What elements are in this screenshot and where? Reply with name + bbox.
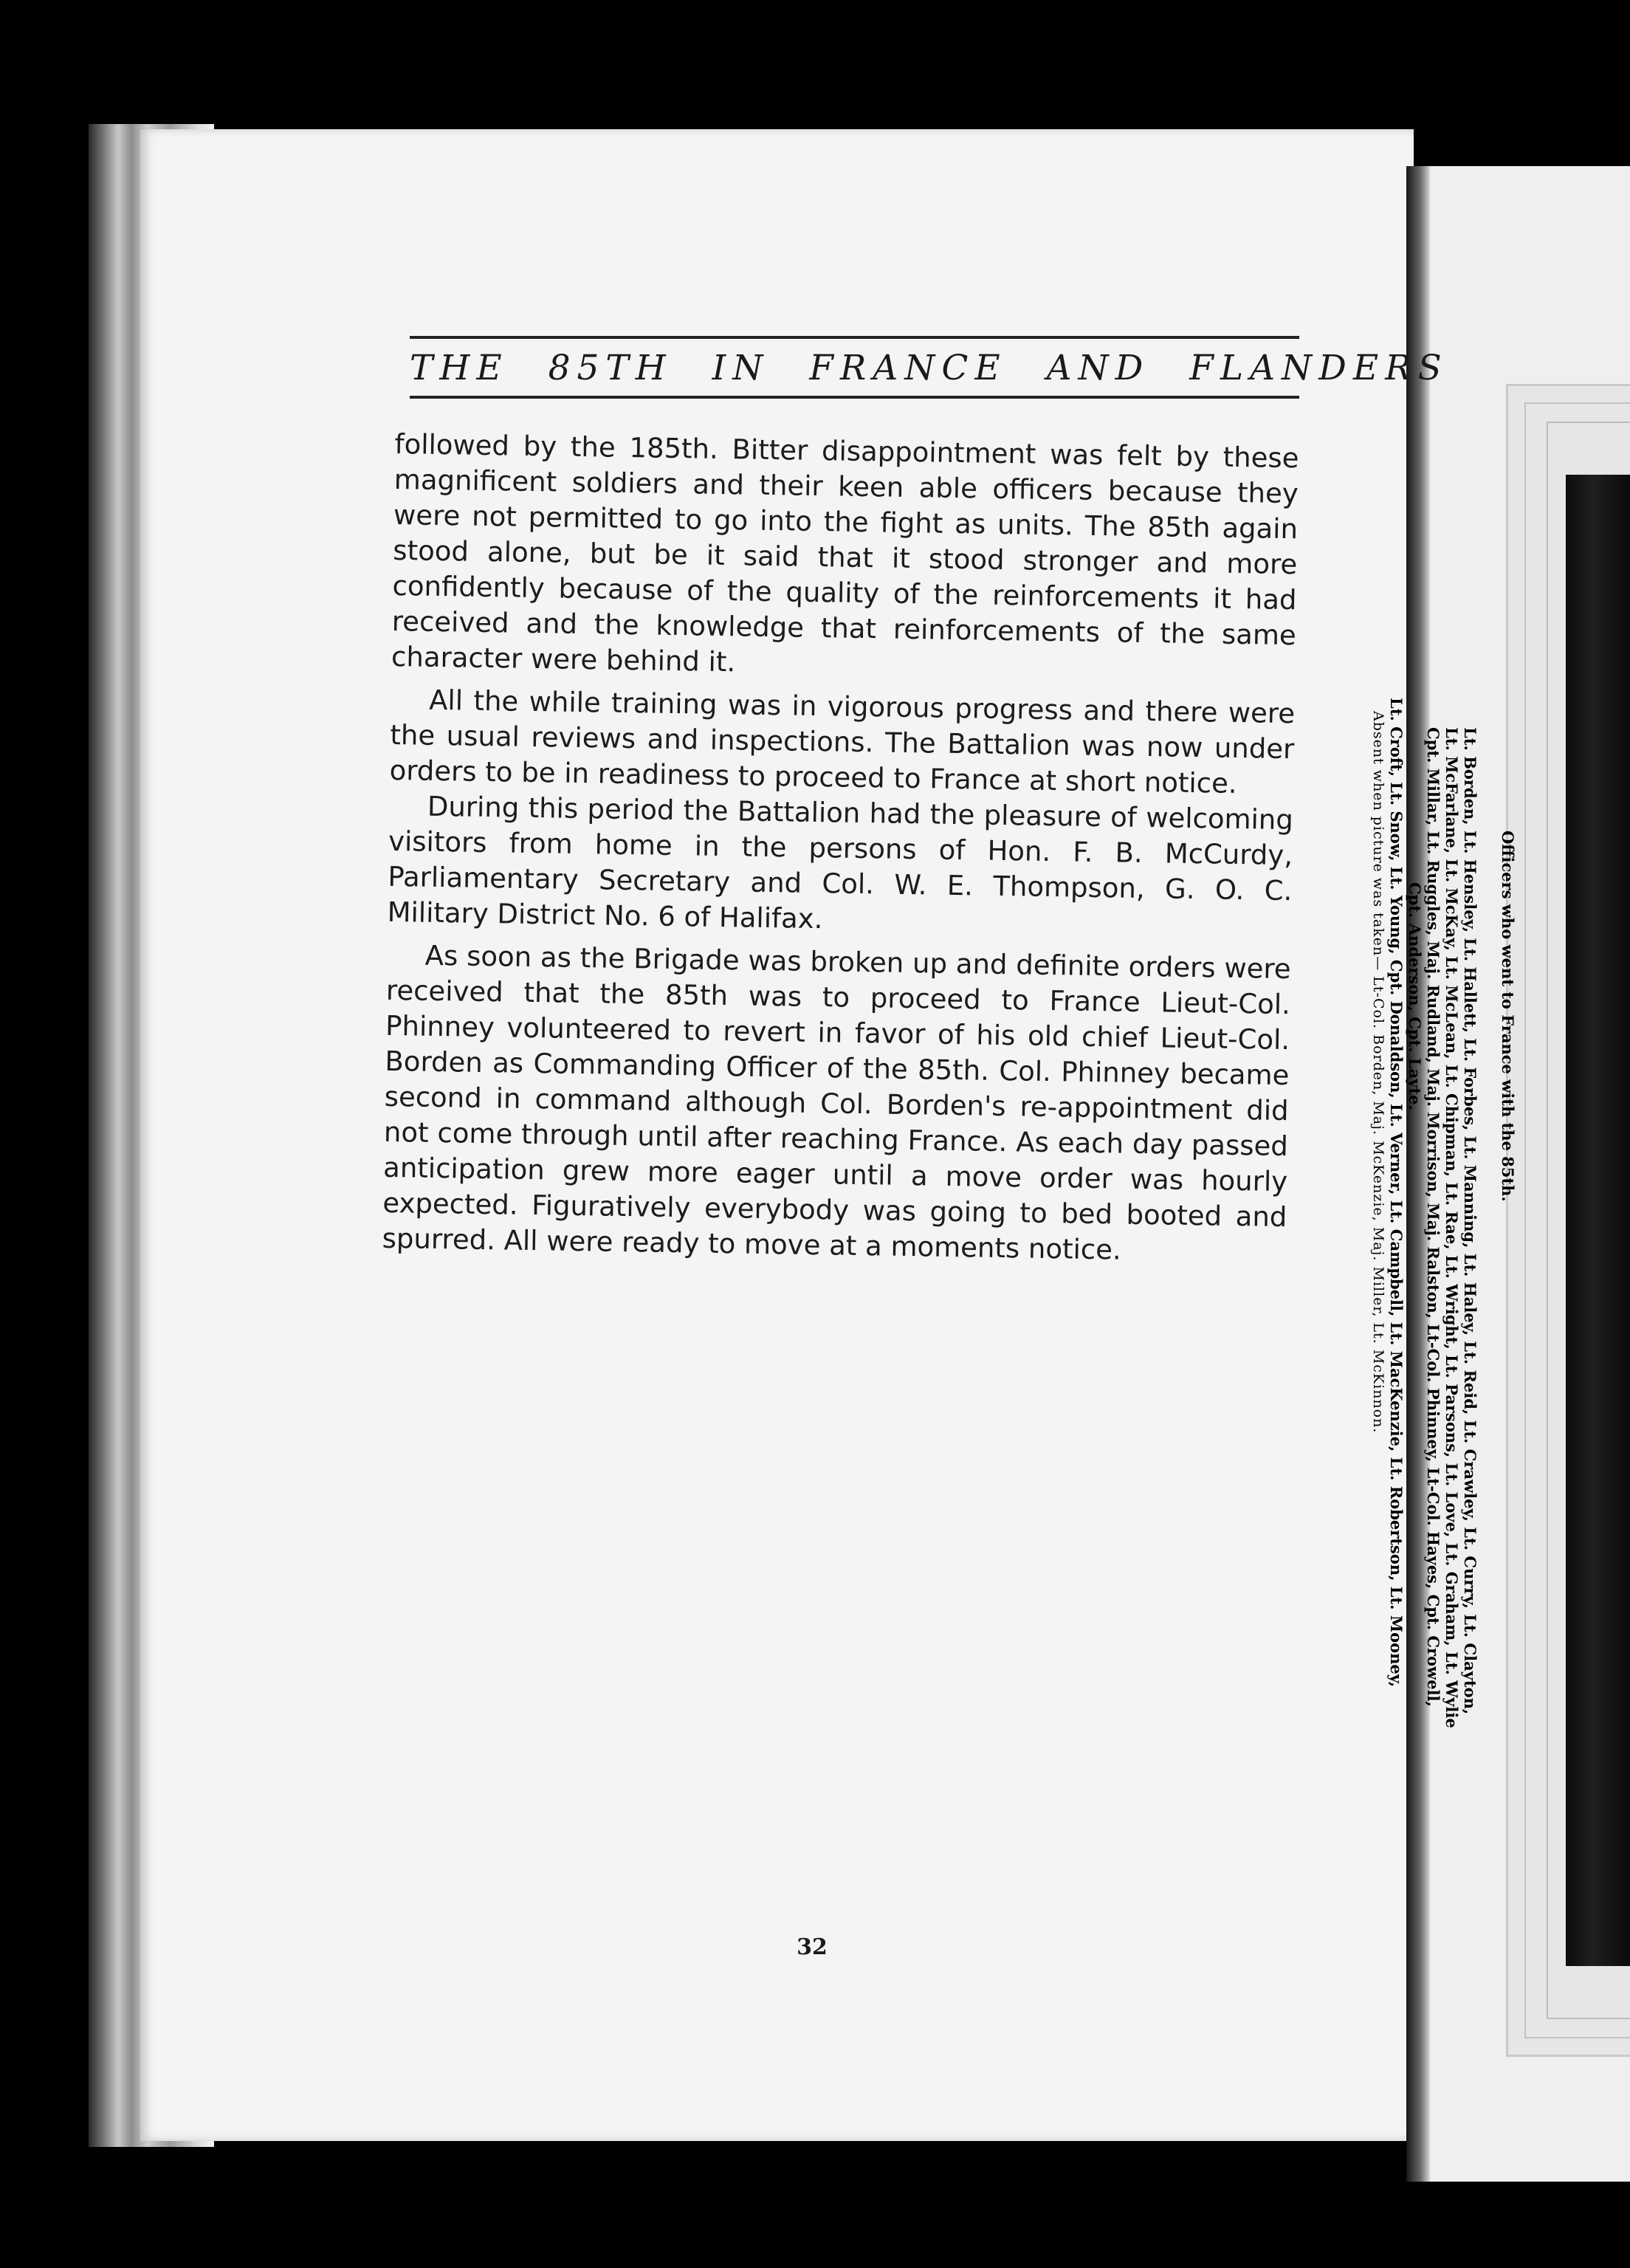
- running-title: THE 85TH IN FRANCE AND FLANDERS: [410, 348, 1448, 388]
- paragraph: All the while training was in vigorous progress and there were the usual reviews and inspections. The Battalion was now under orders to be in readiness to proceed to France at short notice.: [389, 684, 1296, 800]
- paragraph: During this period the Battalion had the pleasure of welcoming visitors from home in the persons of Hon. F. B. McCurdy, Parliamentary Secretary and Col. W. E. Thompson, G. O. C. Military District No. 6 of Halifax.: [387, 790, 1294, 935]
- caption-line: Lt. McFarlane, Lt. McKay, Lt. McLean, Lt. Chipman, Lt. Rae, Lt. Wright, Lt. Parsons, Lt. Love, Lt. Graham, Lt. Wylie: [1442, 727, 1461, 1728]
- running-header: [410, 336, 1448, 399]
- body-text: [382, 427, 1299, 1271]
- caption-note: Absent when picture was taken— Lt-Col. Borden, Maj. McKenzie, Maj. Miller, Lt. McKinnon.: [1370, 711, 1386, 1434]
- photo-caption: [1340, 698, 1517, 1728]
- paragraph: followed by the 185th. Bitter disappointment was felt by these magnificent soldiers and their keen able officers because they were not permitted to go into the fight as units. The 85th again stood alone, but be it said that it stood stronger and more confidently because of the quality of the reinforcements it had received and the knowledge that reinforcements of the same character were behind it.: [391, 427, 1299, 678]
- caption-line: Cpt. Millar, Lt. Ruggles, Maj. Rudland, Maj. Morrison, Maj. Ralston, Lt-Col. Phinney, Lt-Col. Hayes, Cpt. Crowell,: [1424, 727, 1442, 1707]
- caption-title: Officers who went to France with the 85th.: [1499, 831, 1517, 1202]
- paragraph: As soon as the Brigade was broken up and definite orders were received that the 85th was to proceed to France Lieut-Col. Phinney volunteered to revert in favor of his old chief Lieut-Col. Borden as Commanding Officer of the 85th. Col. Phinney became second in command although Col. Borden's re-appointment did not come through until after reaching France. As each day passed anticipation grew more eager until a move order was hourly expected. Figuratively everybody was going to bed booted and spurred. All were ready to move at a moments notice.: [382, 939, 1291, 1266]
- page-number: 32: [797, 1934, 828, 1960]
- officers-photograph: [1566, 475, 1630, 1966]
- caption-line: Cpt. Anderson, Cpt. Layte.: [1406, 882, 1424, 1110]
- caption-line: Lt. Croft, Lt. Snow, Lt. Young, Cpt. Donaldson, Lt. Verner, Lt. Campbell, Lt. MacKenzie, Lt. Robertson, Lt. Mooney,: [1387, 698, 1406, 1688]
- caption-line: Lt. Borden, Lt. Hensley, Lt. Hallett, Lt. Forbes, Lt. Manning, Lt. Haley, Lt. Reid, Lt. Crawley, Lt. Curry, Lt. Clayton,: [1461, 727, 1479, 1715]
- photo-frame: [1506, 384, 1630, 2057]
